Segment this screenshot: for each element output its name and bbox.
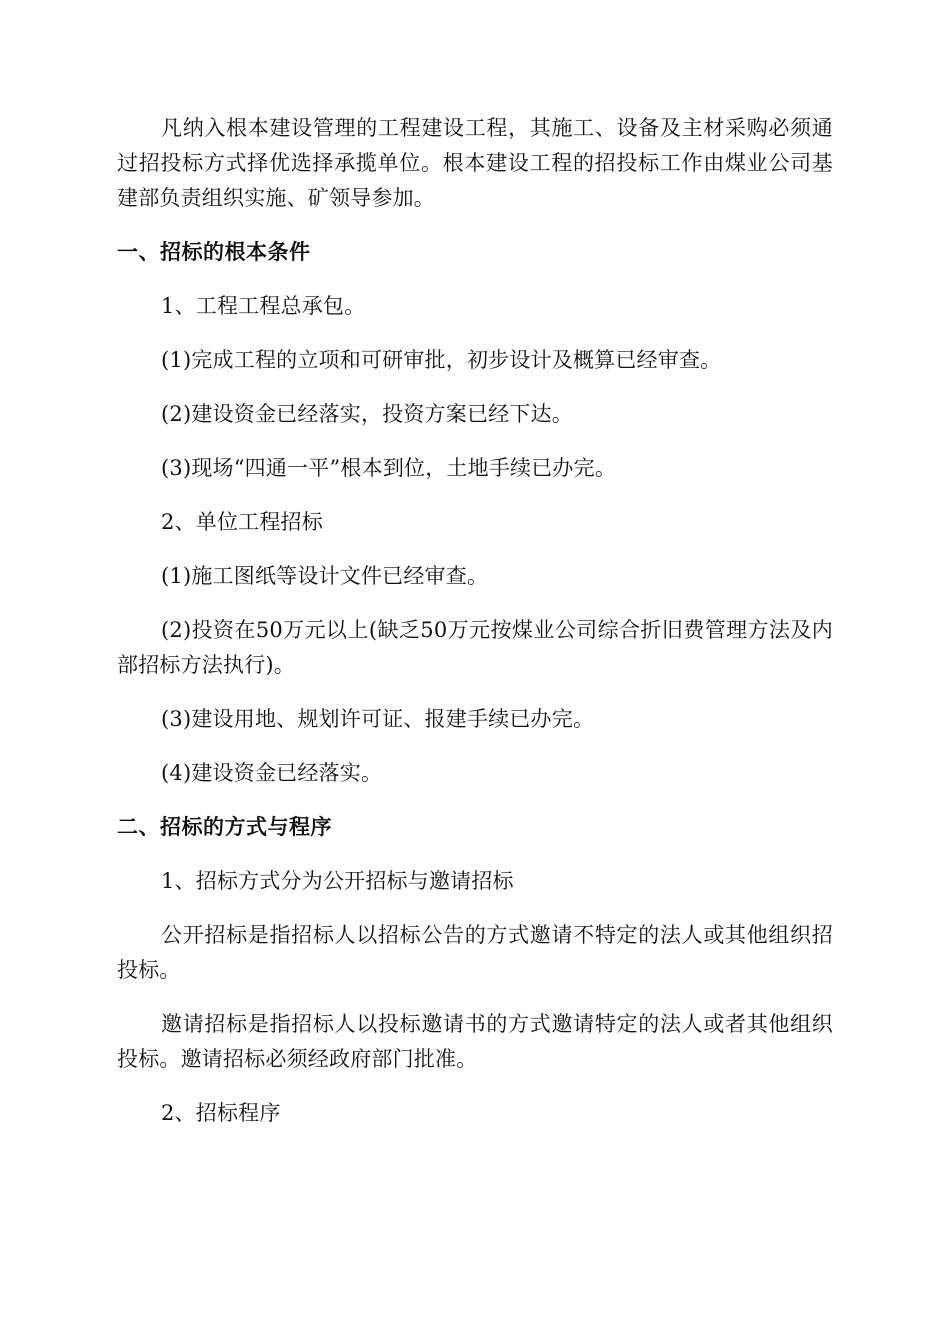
section1-item1-3: (3)现场“四通一平”根本到位，土地手续已办完。 [161,456,617,480]
section1-item2-2: (2)投资在50万元以上(缺乏50万元按煤业公司综合折旧费管理方法及内部招标方法执行)。 [117,618,833,677]
section2-heading: 二、招标的方式与程序 [117,815,332,839]
section1-item1: 1、工程工程总承包。 [161,294,366,318]
section1-item1-2: (2)建设资金已经落实，投资方案已经下达。 [161,402,573,426]
section1-item2: 2、单位工程招标 [161,510,323,534]
section1-heading: 一、招标的根本条件 [117,240,311,264]
intro-paragraph: 凡纳入根本建设管理的工程建设工程，其施工、设备及主材采购必须通过招投标方式择优选择承揽单位。根本建设工程的招投标工作由煤业公司基建部负责组织实施、矿领导参加。 [117,116,833,210]
section1-item2-3: (3)建设用地、规划许可证、报建手续已办完。 [161,707,595,731]
public-bidding-paragraph: 公开招标是指招标人以招标公告的方式邀请不特定的法人或其他组织招投标。 [117,923,833,982]
section1-item2-1: (1)施工图纸等设计文件已经审查。 [161,564,489,588]
section1-item1-1: (1)完成工程的立项和可研审批，初步设计及概算已经审查。 [161,348,722,372]
section2-item2: 2、招标程序 [161,1101,281,1125]
document-body [117,111,833,1131]
invited-bidding-paragraph: 邀请招标是指招标人以投标邀请书的方式邀请特定的法人或者其他组织投标。邀请招标必须经政府部门批准。 [117,1012,833,1071]
section2-item1: 1、招标方式分为公开招标与邀请招标 [161,869,514,893]
section1-item2-4: (4)建设资金已经落实。 [161,761,383,785]
